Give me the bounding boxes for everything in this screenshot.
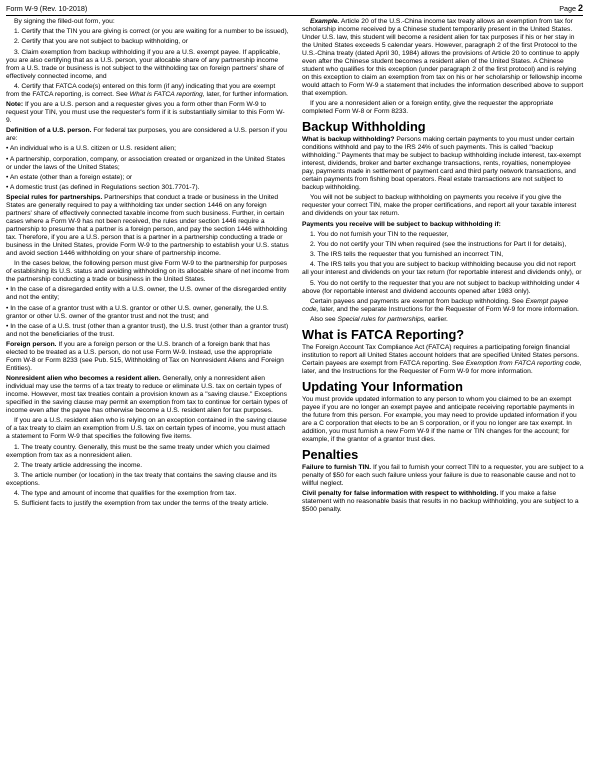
- paragraph: 3. Claim exemption from backup withholding if you are a U.S. exempt payee. If applicable, you are also certifying that as a U.S. person, your allocable share of any partnership income from a U.S. trade or business is not subject to the withholding tax on foreign partners' share of effectively connected income, and: [6, 48, 284, 80]
- penalty-civil: [302, 490, 584, 514]
- text: Certain payees and payments are exempt from backup withholding. See: [310, 297, 526, 305]
- form-id: Form W-9 (Rev. 10-2018): [6, 4, 88, 13]
- subheading: Civil penalty for false information with respect to withholding.: [302, 490, 499, 498]
- backup-withholding-def: [302, 136, 584, 192]
- list-item: 5. You do not certify to the requester that you are not subject to backup withholding under 4 above (for reportable interest and dividend accounts opened after 1983 only).: [302, 279, 580, 295]
- bullet: • An individual who is a U.S. citizen or U.S. resident alien;: [6, 145, 176, 153]
- text: If you make a false statement with no reasonable basis that results in no backup withholding, you are subject to a $500 penalty.: [302, 490, 579, 514]
- text: 4. Certify that FATCA code(s) entered on this form (if any) indicating that you are exempt from the FATCA reporting, is correct. See: [6, 82, 276, 98]
- list-item: 2. You do not certify your TIN when required (see the instructions for Part II for details),: [310, 240, 567, 248]
- text: Partnerships that conduct a trade or business in the United States are generally required to pay a withholding tax under section 1446 on any foreign partners' share of effectively connected taxable income from such business. Further, in certain cases where a Form W-9 has not been received, the rules under section 1446 require a partnership to presume that a partner is a foreign person, and pay the section 1446 withholding tax. Therefore, if you are a U.S. person that is a partner in a partnership conducting a trade or business in the United States, provide Form W-9 to the partnership to establish your U.S. status and avoid section 1446 withholding on your share of partnership income.: [6, 194, 289, 258]
- foreign-person: [6, 341, 289, 373]
- nonresident-alien-heading: Nonresident alien who becomes a resident alien.: [6, 375, 161, 383]
- list-item: 2. The treaty article addressing the income.: [14, 461, 143, 469]
- note: [6, 101, 289, 125]
- subheading: Failure to furnish TIN.: [302, 463, 372, 471]
- paragraph: [302, 316, 584, 324]
- page-num: 2: [577, 3, 583, 13]
- list-item: 3. The article number (or location) in the tax treaty that contains the saving clause and its exceptions.: [6, 471, 277, 487]
- paragraph: [6, 83, 289, 99]
- text: earlier.: [425, 315, 448, 323]
- text: later, and the separate Instructions for the Requester of Form W-9 for more information.: [318, 305, 579, 313]
- paragraph: 1. Certify that the TIN you are giving is correct (or you are waiting for a number to be issued),: [14, 28, 289, 36]
- bullet: • In the case of a disregarded entity with a U.S. owner, the U.S. owner of the disregarded entity and not the entity;: [6, 286, 287, 302]
- section-title-updating: Updating Your Information: [302, 378, 463, 394]
- definition: [6, 127, 289, 143]
- subheading: What is backup withholding?: [302, 136, 395, 144]
- bullet: • A partnership, corporation, company, or association created or organized in the United States or under the laws of the United States;: [6, 155, 286, 171]
- bullet: • A domestic trust (as defined in Regulations section 301.7701-7).: [6, 183, 200, 191]
- bullet: • An estate (other than a foreign estate); or: [6, 173, 133, 181]
- page-header: [6, 2, 583, 16]
- special-rules-heading: Special rules for partnerships.: [6, 194, 103, 202]
- link-ref: Exemption from FATCA reporting code,: [465, 359, 582, 367]
- right-column: [302, 18, 584, 516]
- text: The Foreign Account Tax Compliance Act (FATCA) requires a participating foreign financial institution to report all United States account holders that are specified United States persons. Certain payees are exempt from FATCA reporting. See: [302, 343, 579, 367]
- list-item: 3. The IRS tells the requester that you furnished an incorrect TIN,: [310, 251, 504, 259]
- left-column: [6, 18, 289, 511]
- list-item: 4. The IRS tells you that you are subject to backup withholding because you did not report all your interest and dividends on your tax return (for reportable interest and dividends only), or: [302, 261, 582, 277]
- text: If you are a foreign person or the U.S. branch of a foreign bank that has elected to be treated as a U.S. person, do not use Form W-9. Instead, use the appropriate Form W-8 or Form 8233 (see Pub. 515, Withholding of Tax on Nonresident Aliens and Foreign Entities).: [6, 341, 284, 372]
- example: [302, 18, 584, 98]
- text: Generally, only a nonresident alien individual may use the terms of a tax treaty to reduce or eliminate U.S. tax on certain types of income. However, most tax treaties contain a provision known as a "saving clause." Exceptions specified in the saving clause may permit an exemption from tax to continue for certain types of income even after the payee has otherwise become a U.S. resident alien for tax purposes.: [6, 375, 288, 415]
- foreign-person-heading: Foreign person.: [6, 341, 57, 348]
- paragraph: You must provide updated information to any person to whom you claimed to be an exempt payee if you are no longer an exempt payee and anticipate receiving reportable payments in the future from this person. For example, you may need to provide updated information if you are a C corporation that elects to be an S corporation, or if you no longer are tax exempt. In addition, you must furnish a new Form W-9 if the name or TIN changes for the account; for example, if the grantor of a grantor trust dies.: [302, 395, 577, 443]
- paragraph: By signing the filled-out form, you:: [14, 18, 115, 25]
- section-title-fatca: What is FATCA Reporting?: [302, 326, 465, 342]
- list-item: 4. The type and amount of income that qualifies for the exemption from tax.: [14, 490, 237, 498]
- section-title-penalties: Penalties: [302, 446, 359, 462]
- link-ref: Special rules for partnerships,: [337, 315, 426, 323]
- link-ref: What is FATCA reporting,: [129, 90, 205, 98]
- text: later, for further information.: [204, 90, 289, 98]
- text: later, and the Instructions for the Requester of Form W-9 for more information.: [302, 367, 533, 375]
- payments-heading: Payments you receive will be subject to backup withholding if:: [302, 220, 501, 228]
- text: Also see: [310, 315, 338, 323]
- page-number: [559, 2, 583, 15]
- special-rules: [6, 194, 289, 258]
- link-ref: Exempt payee code,: [302, 297, 569, 313]
- paragraph: 2. Certify that you are not subject to backup withholding, or: [14, 38, 188, 46]
- paragraph: [302, 298, 584, 314]
- nonresident-alien: [6, 375, 289, 415]
- text: Article 20 of the U.S.-China income tax treaty allows an exemption from tax for scholarship income received by a Chinese student temporarily present in the United States. Under U.S. law, this student will become a resident alien for tax purposes if his or her stay in the United States exceeds 5 calendar years. However, paragraph 2 of the first Protocol to the U.S.-China treaty (dated April 30, 1984) allows the provisions of Article 20 to continue to apply even after the Chinese student becomes a resident alien of the United States. A Chinese student who qualifies for this exception (under paragraph 2 of the first protocol) and is relying on this exception to claim an exemption from tax on his or her scholarship or fellowship income would attach to Form W-9 a statement that includes the information described above to support that exemption.: [302, 18, 584, 97]
- note-heading: Note:: [6, 100, 24, 108]
- paragraph: You will not be subject to backup withholding on payments you receive if you give the requester your correct TIN, make the proper certifications, and report all your taxable interest and dividends on your tax return.: [302, 194, 577, 218]
- paragraph: In the cases below, the following person must give Form W-9 to the partnership for purposes of establishing its U.S. status and avoiding withholding on its allocable share of net income from the partnership conducting a trade or business in the United States.: [6, 260, 289, 284]
- section-title-backup-withholding: Backup Withholding: [302, 119, 426, 135]
- paragraph: [302, 344, 584, 376]
- page-word: Page: [559, 4, 576, 13]
- text: Persons making certain payments to you must under certain conditions withhold and pay to the IRS 24% of such payments. This is called "backup withholding." Payments that may be subject to backup withholding include interest, tax-exempt interest, dividends, broker and barter exchange transactions, rents, royalties, nonemployee pay, payments made in settlement of payment card and third party network transactions, and certain payments from fishing boat operators. Real estate transactions are not subject to backup withholding.: [302, 136, 581, 192]
- list-item: 1. The treaty country. Generally, this must be the same treaty under which you claimed exemption from tax as a nonresident alien.: [6, 443, 270, 459]
- example-heading: Example.: [310, 18, 340, 25]
- bullet: • In the case of a U.S. trust (other than a grantor trust), the U.S. trust (other than a grantor trust) and not the beneficiaries of the trust.: [6, 322, 289, 338]
- definition-heading: Definition of a U.S. person.: [6, 127, 92, 135]
- text: If you are a U.S. person and a requester gives you a form other than Form W-9 to request your TIN, you must use the requester's form if it is substantially similar to this Form W-9.: [6, 100, 285, 124]
- paragraph: If you are a nonresident alien or a foreign entity, give the requester the appropriate completed Form W-8 or Form 8233.: [302, 100, 554, 116]
- text: If you fail to furnish your correct TIN to a requester, you are subject to a penalty of $50 for each such failure unless your failure is due to reasonable cause and not to willful neglect.: [302, 463, 584, 487]
- list-item: 5. Sufficient facts to justify the exemption from tax under the terms of the treaty article.: [14, 500, 269, 508]
- list-item: 1. You do not furnish your TIN to the requester,: [310, 230, 449, 238]
- text: For federal tax purposes, you are considered a U.S. person if you are:: [6, 127, 287, 143]
- bullet: • In the case of a grantor trust with a U.S. grantor or other U.S. owner, generally, the U.S. grantor or other U.S. owner of the grantor trust and not the trust; and: [6, 304, 269, 320]
- subheading: [302, 221, 584, 229]
- penalty-tin: [302, 464, 584, 488]
- paragraph: If you are a U.S. resident alien who is relying on an exception contained in the saving clause of a tax treaty to claim an exemption from U.S. tax on certain types of income, you must attach a statement to Form W-9 that specifies the following five items.: [6, 417, 287, 441]
